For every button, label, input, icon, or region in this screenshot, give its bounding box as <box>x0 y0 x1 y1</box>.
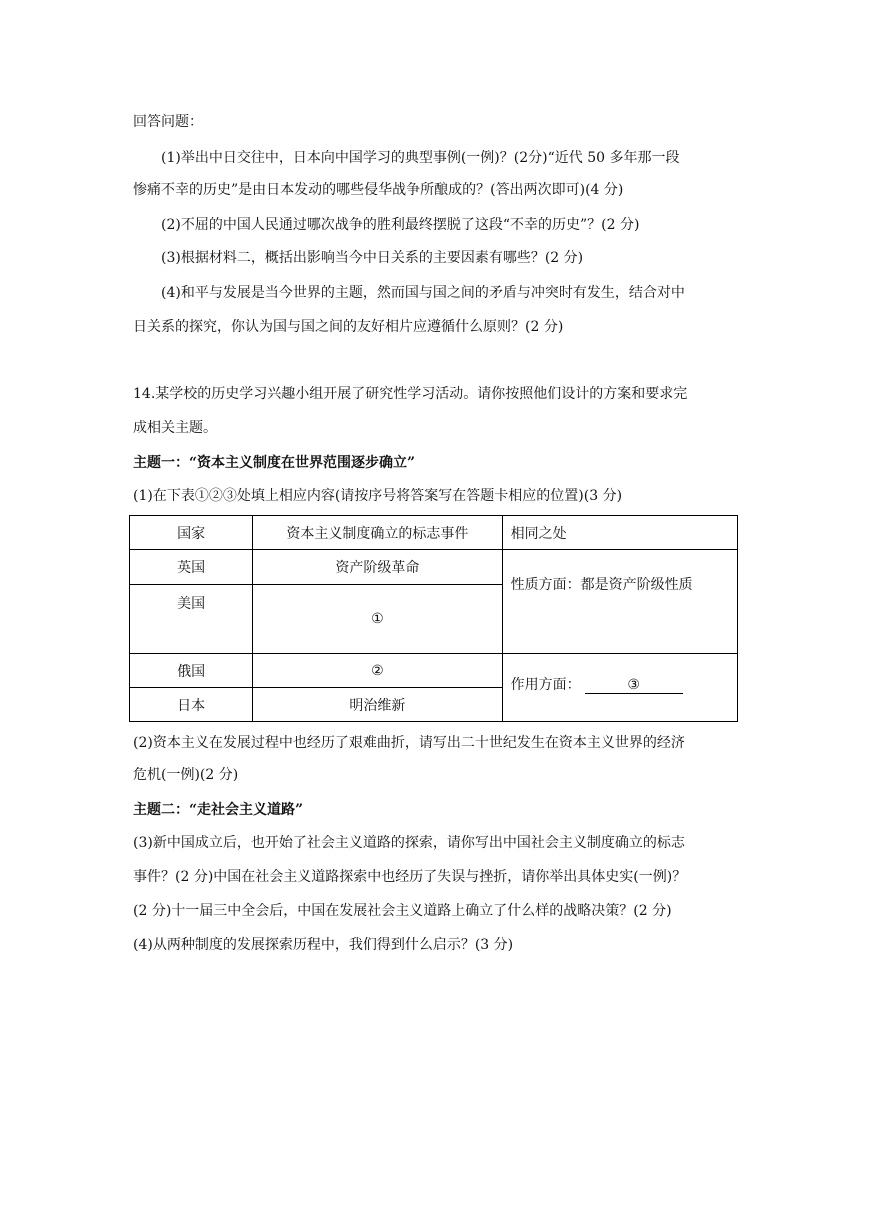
theme-2-question-3-line-2: 事件？(2 分)中国在社会主义道路探索中也经历了失误与挫折，请你举出具体史实(一例)？ <box>133 869 687 885</box>
question-1-line-2: 惨痛不幸的历史”是由日本发动的哪些侵华战争所酿成的？(答出两次即可)(4 分) <box>133 182 624 198</box>
question-1-line-1: (1)举出中日交往中，日本向中国学习的典型事例(一例)？(2分)“近代 50 多年那一段 <box>161 150 680 166</box>
theme-2-question-3-line-3: (2 分)十一届三中全会后，中国在发展社会主义道路上确立了什么样的战略决策？(2 分) <box>133 903 672 919</box>
answer-prompt: 回答问题： <box>133 114 203 130</box>
table-header-row <box>130 516 738 550</box>
question-3: (3)根据材料二，概括出影响当今中日关系的主要因素有哪些？(2 分) <box>161 250 584 266</box>
capitalism-table <box>129 515 738 722</box>
theme-1-question-2-line-1: (2)资本主义在发展过程中也经历了艰难曲折，请写出二十世纪发生在资本主义世界的经济 <box>133 735 685 751</box>
header-common: 相同之处 <box>502 516 737 550</box>
event-cell-blank-1: ① <box>253 585 502 654</box>
effect-label: 作用方面： <box>510 677 581 693</box>
table-row <box>130 550 738 585</box>
header-country: 国家 <box>130 516 253 550</box>
event-cell: 明治维新 <box>253 688 502 722</box>
question-14-line-2: 成相关主题。 <box>133 420 217 436</box>
effect-cell <box>502 654 737 722</box>
country-cell: 日本 <box>130 688 253 722</box>
question-2: (2)不屈的中国人民通过哪次战争的胜利最终摆脱了这段“不幸的历史”？(2 分) <box>161 217 640 233</box>
theme-1-heading: 主题一：“资本主义制度在世界范围逐步确立” <box>133 455 416 471</box>
question-4-line-1: (4)和平与发展是当今世界的主题，然而国与国之间的矛盾与冲突时有发生，结合对中 <box>161 285 685 301</box>
country-cell: 美国 <box>130 585 253 654</box>
table-row <box>130 654 738 688</box>
theme-1-question-1: (1)在下表①②③处填上相应内容(请按序号将答案写在答题卡相应的位置)(3 分) <box>133 488 623 504</box>
nature-cell: 性质方面：都是资产阶级性质 <box>502 550 737 654</box>
question-4-line-2: 日关系的探究，你认为国与国之间的友好相片应遵循什么原则？(2 分) <box>133 319 564 335</box>
theme-2-question-3-line-1: (3)新中国成立后，也开始了社会主义道路的探索，请你写出中国社会主义制度确立的标志 <box>133 835 685 851</box>
theme-2-heading: 主题二：“走社会主义道路” <box>133 802 304 818</box>
country-cell: 英国 <box>130 550 253 585</box>
country-cell: 俄国 <box>130 654 253 688</box>
event-cell-blank-2: ② <box>253 654 502 688</box>
effect-blank-3: ③ <box>585 677 683 694</box>
header-event: 资本主义制度确立的标志事件 <box>253 516 502 550</box>
theme-1-question-2-line-2: 危机(一例)(2 分) <box>133 767 239 783</box>
event-cell: 资产阶级革命 <box>253 550 502 585</box>
theme-2-question-4: (4)从两种制度的发展探索历程中，我们得到什么启示？(3 分) <box>133 937 514 953</box>
question-14-line-1: 14.某学校的历史学习兴趣小组开展了研究性学习活动。请你按照他们设计的方案和要求完 <box>133 386 688 402</box>
